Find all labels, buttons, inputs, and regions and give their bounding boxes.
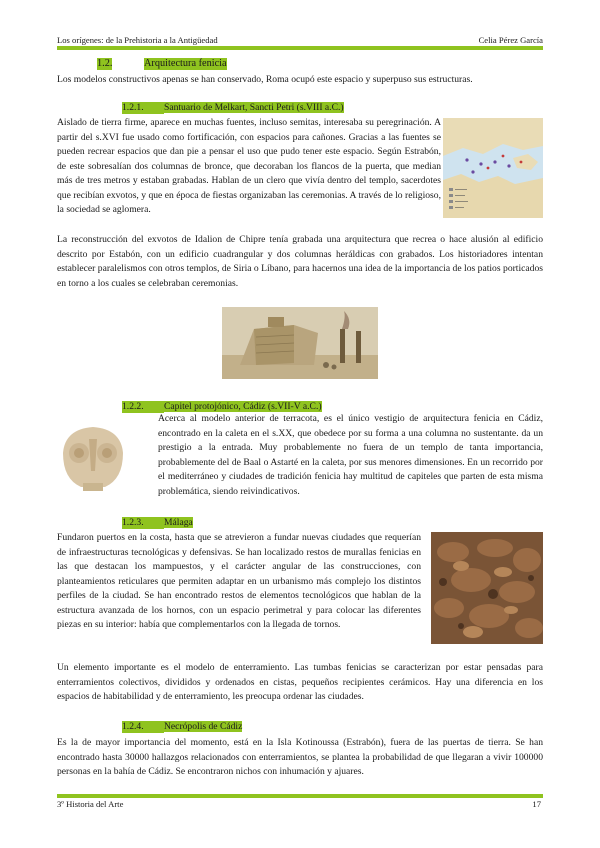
stone-wall-illustration <box>431 532 543 644</box>
s1-paragraph-2: La reconstrucción del exvotos de Idalion de Chipre tenía grabada una arquitectura que recrea o hace alusión al edificio descrito por Estabón, con un edificio cuadrangular y dos columnas heráldicas con grabados. Los historiadores intentan establecer paralelismos con otros templos, de Siria o Líbano, para hacernos una idea de la importancia de los patios porticados en torno a los cuales se celebraban ceremonias. <box>57 234 543 289</box>
subsection-number: 1.2.1. <box>122 102 164 114</box>
subsection-title: Necrópolis de Cádiz <box>164 721 243 732</box>
page-header <box>57 34 543 50</box>
subsection-number: 1.2.2. <box>122 401 164 413</box>
s2-paragraph-1: Acerca al modelo anterior de terracota, es el único vestigio de arquitectura fenicia en Cádiz, encontrado en la caleta en el s.XX, que obedece por su forma a una columna no sustentante. da un prestigio a la entrada. Muy probablemente no fuera de un templo de tanta importancia, probablemente del de Baal o Astarté en la caleta, por sus menores dimensiones. En un recorrido por el mediterráneo y ciudades de tradición fenicia hay multitud de capiteles que parten de esta misma problemática, siendo reivindicativos. <box>158 413 543 497</box>
subsection-heading-1 <box>122 102 344 114</box>
s4-paragraph-1: Es la de mayor importancia del momento, está en la Isla Kotinoussa (Estrabón), fuera de las puertas de tierra. Se han encontrado hasta 30000 hallazgos relacionados con enterramientos, se plantea la probabilidad de que llegaran a vivir 100000 personas en la bahía de Cádiz. Se encontraron nichos con inhumación y ajuares. <box>57 737 543 777</box>
subsection-title: Capitel protojónico, Cádiz (s.VII-V a.C.) <box>164 401 322 412</box>
subsection-heading-3 <box>122 517 193 529</box>
section-number: 1.2. <box>97 58 113 69</box>
capital-illustration <box>57 413 129 499</box>
s3-paragraph-1: Fundaron puertos en la costa, hasta que se atrevieron a fundar nuevas ciudades que requerían de infraestructuras tecnológicas y defensivas. Se han localizado restos de murallas fenicias en las que destacan los mampuestos, y el carácter angular de las construcciones, con planteamientos reticulares que permiten adaptar en un urbanismo más complejo los distintos perfiles de la ciudad. Se han encontrado restos de elementos tecnológicos que hablan de la estructura avanzada de los hornos, con un espacio perimetral y para colocar las diferentes piezas en su interior: había que complementarlos con la llegada de tornos. <box>57 532 421 630</box>
subsection-heading-4 <box>122 721 242 733</box>
section-title: Arquitectura fenicia <box>144 58 227 69</box>
protoionic-capital-image <box>57 413 129 499</box>
page-number: 17 <box>532 799 541 809</box>
map-graphic <box>443 118 543 218</box>
intro-paragraph: Los modelos constructivos apenas se han conservado, Roma ocupó este espacio y superpuso sus estructuras. <box>57 74 473 85</box>
s1-paragraph-1: Aislado de tierra firme, aparece en muchas fuentes, incluso semitas, interesaba su peregrinación. A partir del s.XVI fue usado como fortificación, con espacios para cañones. Gracias a las fuentes se pueden recrear espacios que dan pie a pensar el uso que pudo tener este espacio. Según Estrabón, de este sobresalían dos columnas de bronce, que decoraban los flancos de la puerta, que median más de tres metros y estaban grabadas. Hablan de un clero que vivía dentro del templo, sacerdotes que recibían exvotos, y que en época de fiestas organizaban las ceremonias. A través de lo religioso, la sociedad se aglomera. <box>57 117 441 215</box>
page-footer <box>57 794 543 811</box>
subsection-title: Santuario de Melkart, Sancti Petri (s.VIII a.C.) <box>164 102 344 113</box>
header-chapter-title: Los orígenes: de la Prehistoria a la Antigüedad <box>57 35 218 45</box>
subsection-title: Málaga <box>164 517 193 528</box>
idalion-votive-reconstruction-image <box>222 307 378 379</box>
header-author: Celia Pérez García <box>478 35 543 45</box>
phoenician-map-image <box>443 118 543 218</box>
subsection-number: 1.2.4. <box>122 721 164 733</box>
temple-illustration <box>222 307 378 379</box>
section-heading <box>57 58 543 70</box>
footer-course: 3º Historia del Arte <box>57 799 124 809</box>
s3-paragraph-2: Un elemento importante es el modelo de enterramiento. Las tumbas fenicias se caracterizan por estar pensadas para enterramientos colectivos, divididos y ordenados en cistas, pequeños recipientes cerámicos. Hay una diferencia en los espacios de habitabilidad y de enterramiento, les preocupa ordenar las ciudades. <box>57 662 543 702</box>
subsection-number: 1.2.3. <box>122 517 164 529</box>
malaga-wall-image <box>431 532 543 644</box>
